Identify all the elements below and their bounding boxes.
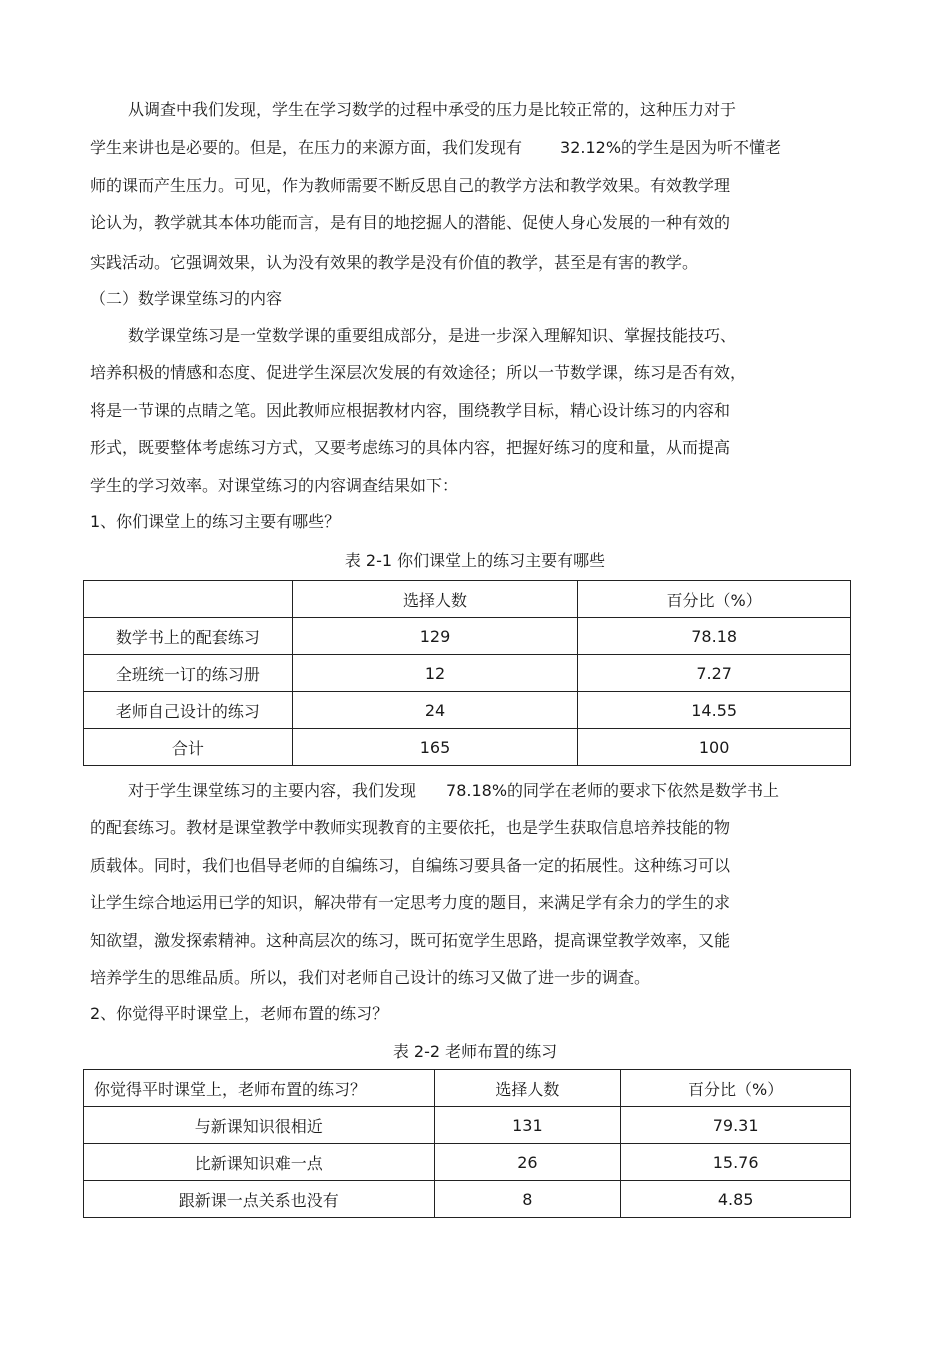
question-2: 2、你觉得平时课堂上，老师布置的练习？	[90, 1004, 389, 1023]
table-row	[84, 1107, 851, 1144]
table-cell: 全班统一订的练习册	[84, 655, 293, 692]
table-cell: 老师自己设计的练习	[84, 692, 293, 729]
paragraph-2-line-4: 形式，既要整体考虑练习方式，又要考虑练习的具体内容，把握好练习的度和量，从而提高	[90, 438, 731, 457]
table-row	[84, 581, 851, 618]
paragraph-3-line-3: 质载体。同时，我们也倡导老师的自编练习，自编练习要具备一定的拓展性。这种练习可以	[90, 856, 731, 875]
paragraph-2-line-3: 将是一节课的点睛之笔。因此教师应根据教材内容，围绕教学目标，精心设计练习的内容和	[90, 401, 731, 420]
paragraph-1-line-5: 实践活动。它强调效果，认为没有效果的教学是没有价值的教学，甚至是有害的教学。	[90, 253, 699, 272]
table-row	[84, 655, 851, 692]
table-1-caption: 表 2-1 你们课堂上的练习主要有哪些	[344, 551, 606, 570]
table-header-cell: 选择人数	[292, 581, 578, 618]
paragraph-1-line-3: 师的课而产生压力。可见，作为教师需要不断反思自己的教学方法和教学效果。有效教学理	[90, 176, 731, 195]
table-cell: 8	[434, 1181, 621, 1218]
table-header-cell	[84, 581, 293, 618]
section-heading: （二）数学课堂练习的内容	[90, 289, 283, 308]
table-cell: 165	[292, 729, 578, 766]
paragraph-3-line-6: 培养学生的思维品质。所以，我们对老师自己设计的练习又做了进一步的调查。	[90, 968, 651, 987]
paragraph-1-line-2	[90, 138, 781, 158]
table-cell: 78.18	[578, 618, 851, 655]
table-cell: 12	[292, 655, 578, 692]
paragraph-1-line-4: 论认为，教学就其本体功能而言，是有目的地挖掘人的潜能、促使人身心发展的一种有效的	[90, 213, 731, 232]
paragraph-2-line-2: 培养积极的情感和态度、促进学生深层次发展的有效途径；所以一节数学课，练习是否有效，	[90, 363, 747, 382]
paragraph-3-line-1-text: 对于学生课堂练习的主要内容，我们发现	[128, 781, 417, 800]
table-header-cell: 百分比（%）	[621, 1070, 851, 1107]
table-cell: 与新课知识很相近	[84, 1107, 435, 1144]
table-cell: 数学书上的配套练习	[84, 618, 293, 655]
table-row	[84, 692, 851, 729]
table-cell: 15.76	[621, 1144, 851, 1181]
paragraph-1-line-1: 从调查中我们发现，学生在学习数学的过程中承受的压力是比较正常的，这种压力对于	[128, 100, 737, 119]
paragraph-3-line-1-text-b: 78.18%的同学在老师的要求下依然是数学书上	[446, 781, 780, 800]
table-header-cell: 你觉得平时课堂上，老师布置的练习？	[84, 1070, 435, 1107]
table-cell: 26	[434, 1144, 621, 1181]
table-2	[83, 1069, 851, 1218]
table-header-cell: 百分比（%）	[578, 581, 851, 618]
table-1	[83, 580, 851, 766]
table-cell: 129	[292, 618, 578, 655]
table-cell: 4.85	[621, 1181, 851, 1218]
paragraph-2-line-5: 学生的学习效率。对课堂练习的内容调查结果如下：	[90, 476, 459, 495]
table-header-cell: 选择人数	[434, 1070, 621, 1107]
paragraph-1-line-2-text: 学生来讲也是必要的。但是，在压力的来源方面，我们发现有	[90, 138, 523, 157]
paragraph-3-line-1	[128, 781, 779, 801]
table-row	[84, 1181, 851, 1218]
paragraph-2-line-1: 数学课堂练习是一堂数学课的重要组成部分，是进一步深入理解知识、掌握技能技巧、	[128, 326, 737, 345]
table-cell: 7.27	[578, 655, 851, 692]
table-cell: 跟新课一点关系也没有	[84, 1181, 435, 1218]
table-cell: 合计	[84, 729, 293, 766]
table-cell: 24	[292, 692, 578, 729]
paragraph-1-line-2-text-b: 32.12%的学生是因为听不懂老	[560, 138, 782, 157]
question-1: 1、你们课堂上的练习主要有哪些？	[90, 512, 341, 531]
table-cell: 100	[578, 729, 851, 766]
table-cell: 79.31	[621, 1107, 851, 1144]
table-cell: 比新课知识难一点	[84, 1144, 435, 1181]
table-row	[84, 1070, 851, 1107]
table-row	[84, 618, 851, 655]
table-row	[84, 729, 851, 766]
table-cell: 131	[434, 1107, 621, 1144]
table-row	[84, 1144, 851, 1181]
paragraph-3-line-4: 让学生综合地运用已学的知识，解决带有一定思考力度的题目，来满足学有余力的学生的求	[90, 893, 731, 912]
table-2-caption: 表 2-2 老师布置的练习	[392, 1042, 558, 1061]
paragraph-3-line-2: 的配套练习。教材是课堂教学中教师实现教育的主要依托，也是学生获取信息培养技能的物	[90, 818, 731, 837]
paragraph-3-line-5: 知欲望，激发探索精神。这种高层次的练习，既可拓宽学生思路，提高课堂教学效率，又能	[90, 931, 731, 950]
table-cell: 14.55	[578, 692, 851, 729]
